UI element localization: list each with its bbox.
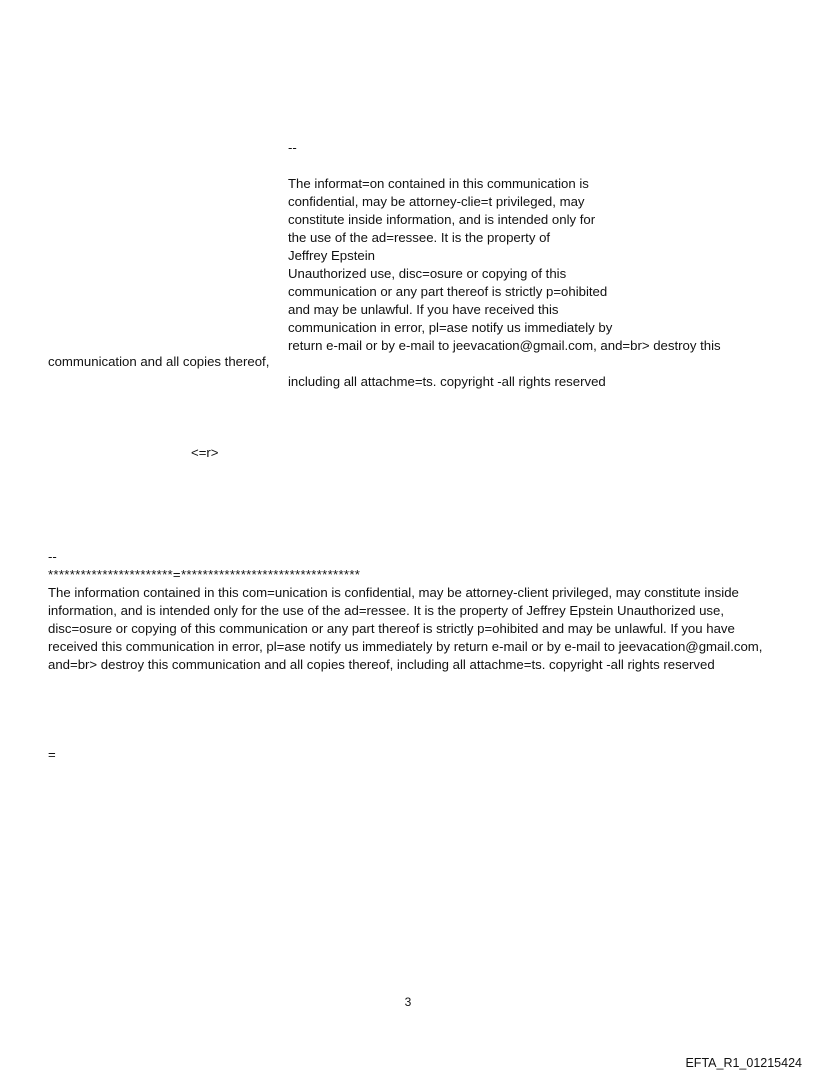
top-line-8: and may be unlawful. If you have received this bbox=[288, 302, 559, 317]
top-line-4: the use of the ad=ressee. It is the property of bbox=[288, 230, 551, 245]
bottom-separator: -- bbox=[48, 549, 57, 564]
document-id-footer: EFTA_R1_01215424 bbox=[685, 1056, 802, 1070]
top-separator: -- bbox=[288, 140, 297, 155]
top-line-1: The informat=on contained in this communication is bbox=[288, 176, 589, 191]
asterisk-rule: ***********************=********************************* bbox=[48, 567, 361, 582]
top-line-10: return e-mail or by e-mail to jeevacation@gmail.com, and=br> destroy this bbox=[288, 338, 721, 353]
top-line-3: constitute inside information, and is intended only for bbox=[288, 212, 596, 227]
top-line-2: confidential, may be attorney-clie=t privileged, may bbox=[288, 194, 585, 209]
top-line-5: Jeffrey Epstein bbox=[288, 248, 375, 263]
confidentiality-paragraph: The information contained in this com=unication is confidential, may be attorney-client privileged, may constitute inside information, and is intended only for the use of the ad=ressee. It is the property of Jeffrey Epstein Unauthorized use, disc=osure or copying of this communication or any part thereof is strictly p=ohibited and may be unlawful. If you have received this communication in error, pl=ase notify us immediately by return e-mail or by e-mail to jeevacation@gmail.com, and=br> destroy this communication and all copies thereof, including all attachme=ts. copyright -all rights reserved bbox=[48, 585, 763, 672]
trailing-equals: = bbox=[48, 747, 56, 762]
top-wrapped-left-line: communication and all copies thereof, bbox=[48, 354, 270, 369]
top-line-6: Unauthorized use, disc=osure or copying of this bbox=[288, 266, 567, 281]
top-line-9: communication in error, pl=ase notify us immediately by bbox=[288, 320, 613, 335]
top-line-11: including all attachme=ts. copyright -all rights reserved bbox=[288, 374, 606, 389]
top-line-7: communication or any part thereof is strictly p=ohibited bbox=[288, 284, 608, 299]
page-number: 3 bbox=[404, 995, 412, 1009]
tag-line: <=r> bbox=[191, 445, 219, 460]
